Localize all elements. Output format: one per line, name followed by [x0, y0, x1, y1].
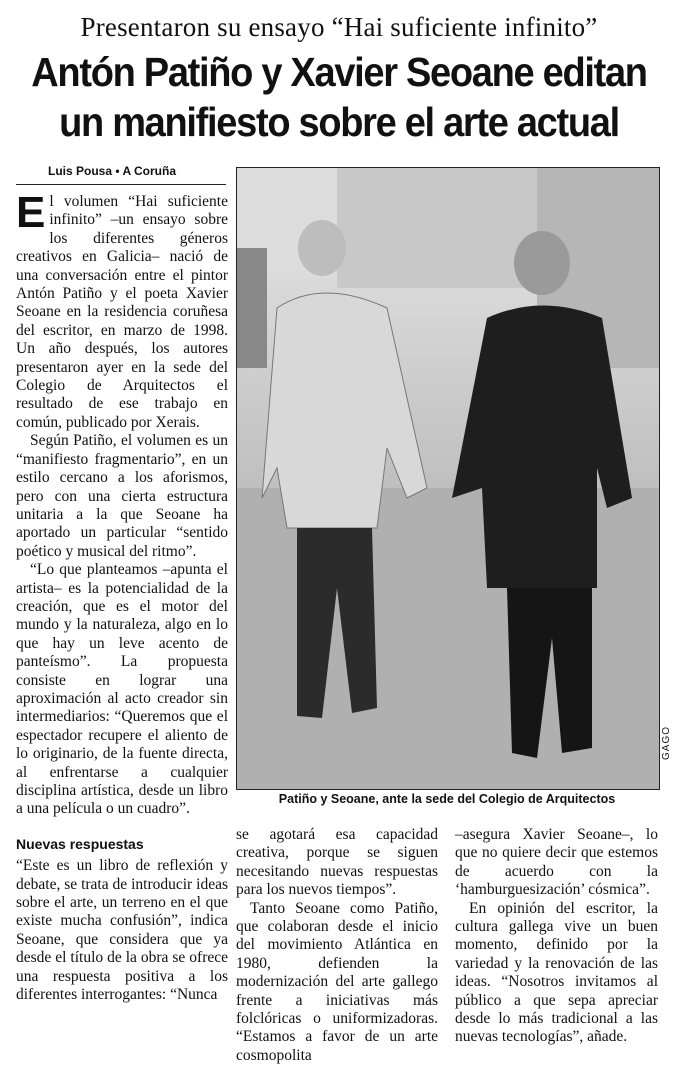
subheading: Nuevas respuestas — [16, 835, 144, 852]
paragraph: “Este es un libro de reflexión y debate, se trata de introducir ideas sobre el arte, un terreno en el que existe mucha confusión”, indica Seoane, que considera que ya desde el título de la obra se ofrece una respuesta positiva a los diferentes interrogantes: “Nunca — [16, 857, 228, 1004]
paragraph: Tanto Seoane como Patiño, que colaboran desde el inicio del movimiento Atlántica en 1980, defienden la modernización del arte gallego frente a iniciativas más folclóricas o uniformizadoras. “Estamos a favor de un arte cosmopolita — [236, 899, 438, 1064]
paragraph: Según Patiño, el volumen es un “manifiesto fragmentario”, en un estilo cercano a los aforismos, pero con una cierta estructura unitaria a la que Seoane ha aportado un particular “sentido poético y musical del ritmo”. — [16, 432, 228, 560]
photo — [236, 167, 660, 790]
photo-credit: GAGO — [661, 725, 672, 760]
paragraph: –asegura Xavier Seoane–, lo que no quiere decir que estemos de acuerdo con la ‘hamburguesización’ cósmica”. — [455, 826, 658, 899]
kicker: Presentaron su ensayo “Hai suficiente infinito” — [80, 12, 598, 42]
paragraph: En opinión del escritor, la cultura gallega vive un buen momento, definido por la variedad y la renovación de las ideas. “Nosotros invitamos al público a que sepa apreciar desde lo más tradicional a las nuevas tecnologías”, añade. — [455, 899, 658, 1046]
headline-line-2: un manifiesto sobre el arte actual — [59, 100, 619, 146]
paragraph: se agotará esa capacidad creativa, porque se siguen necesitando nuevas respuestas para los nuevos tiempos”. — [236, 826, 438, 899]
column-2 — [236, 826, 438, 1065]
byline: Luis Pousa • A Coruña — [48, 164, 176, 178]
paragraph: “Lo que planteamos –apunta el artista– es la potencialidad de la creación, que es el motor del mundo y la naturaleza, algo en lo que hay un leve acento de panteísmo”. La propuesta consiste en lograr una aproximación al acto creador sin intermediarios: “Queremos que el espectador recupere el aliento de lo originario, de la fuente directa, al enfrentarse a cualquier disciplina artística, desde un libro a una película o un cuadro”. — [16, 561, 228, 818]
photo-illustration — [237, 168, 659, 789]
drop-cap: E — [16, 188, 46, 237]
byline-rule — [16, 184, 226, 185]
headline-line-1: Antón Patiño y Xavier Seoane editan — [31, 50, 647, 96]
headline — [0, 48, 678, 147]
photo-caption: Patiño y Seoane, ante la sede del Colegio de Arquitectos — [278, 792, 616, 806]
paragraph — [16, 188, 228, 432]
column-1 — [16, 188, 228, 1004]
paragraph-text: l volumen “Hai suficiente infinito” –un ensayo sobre los diferentes géneros creativos en Galicia– nació de una conversación entre el pintor Antón Patiño y el poeta Xavier Seoane en la residencia coruñesa del escritor, en marzo de 1998. Un año después, los autores presentaron ayer en la sede del Colegio de Arquitectos el resultado de ese trabajo en común, publicado por Xerais. — [16, 193, 228, 431]
column-3 — [455, 826, 658, 1047]
